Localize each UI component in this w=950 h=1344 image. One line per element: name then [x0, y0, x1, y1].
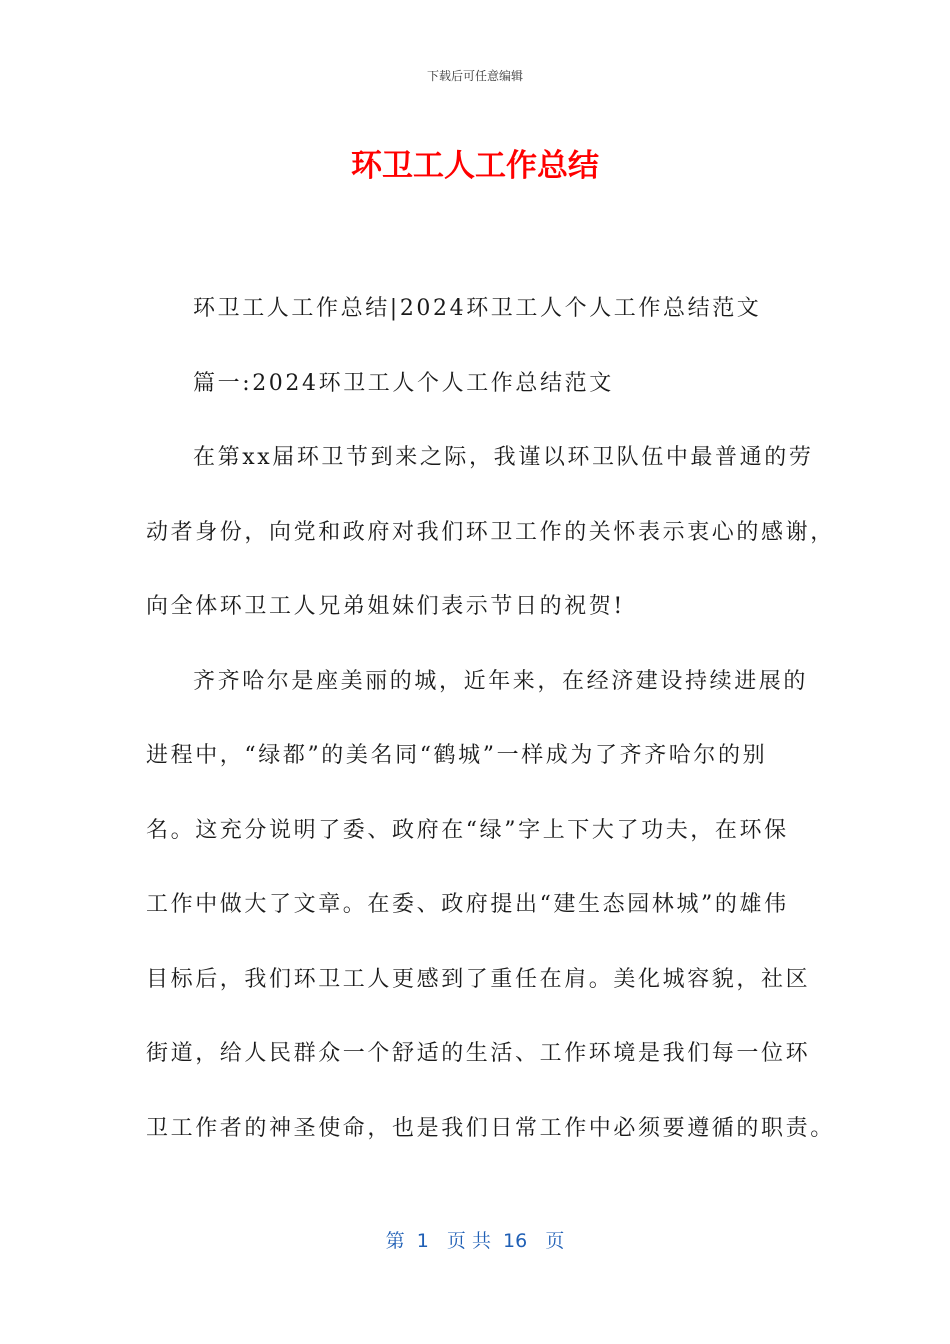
paragraph-2-line-6: 街道，给人民群众一个舒适的生活、工作环境是我们每一位环 — [146, 1041, 811, 1066]
document-title: 环卫工人工作总结 — [351, 148, 599, 184]
subtitle-line: 环卫工人工作总结|2024环卫工人个人工作总结范文 — [193, 296, 762, 321]
paragraph-2-line-3: 名。这充分说明了委、政府在“绿”字上下大了功夫，在环保 — [146, 817, 789, 843]
page-footer: 第 1 页 共 16 页 — [385, 1230, 565, 1252]
paragraph-1-line-1: 在第xx届环卫节到来之际，我谨以环卫队伍中最普通的劳 — [193, 445, 814, 470]
paragraph-2-line-1: 齐齐哈尔是座美丽的城，近年来，在经济建设持续进展的 — [193, 668, 809, 694]
paragraph-1-line-2: 动者身份，向党和政府对我们环卫工作的关怀表示衷心的感谢， — [146, 519, 835, 545]
paragraph-2-line-7: 卫工作者的神圣使命，也是我们日常工作中必须要遵循的职责。 — [146, 1115, 835, 1141]
section-heading: 篇一:2024环卫工人个人工作总结范文 — [193, 370, 614, 396]
document-body — [146, 272, 835, 1166]
paragraph-2-line-2: 进程中，“绿都”的美名同“鹤城”一样成为了齐齐哈尔的别 — [146, 743, 768, 768]
paragraph-2-line-4: 工作中做大了文章。在委、政府提出“建生态园林城”的雄伟 — [146, 892, 789, 917]
paragraph-2-line-5: 目标后，我们环卫工人更感到了重任在肩。美化城容貌，社区 — [146, 966, 811, 992]
header-note: 下载后可任意编辑 — [426, 69, 523, 83]
paragraph-1-line-3: 向全体环卫工人兄弟姐妹们表示节日的祝贺! — [146, 594, 625, 619]
